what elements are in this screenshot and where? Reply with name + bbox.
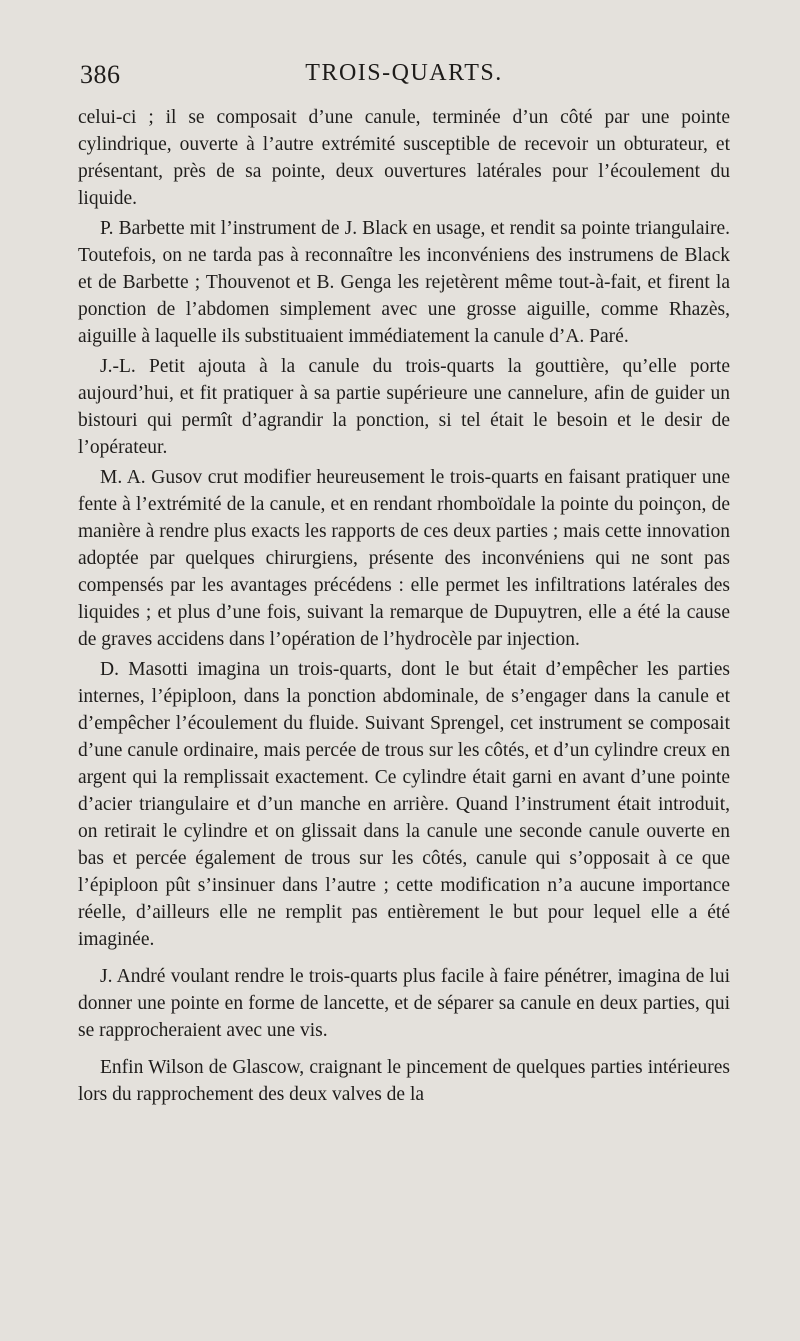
paragraph-petit: J.-L. Petit ajouta à la canule du trois-quarts la gouttière, qu’elle porte aujourd’hui, et fit pratiquer à sa partie supérieure une cannelure, afin de guider un bistouri qui permît d’agrandir la ponction, si tel était le besoin et le desir de l’opérateur.: [78, 356, 730, 458]
paragraph-wilson: Enfin Wilson de Glascow, craignant le pincement de quelques parties intérieures lors du rapprochement des deux valves de la: [78, 1057, 730, 1105]
paragraph-andre: J. André voulant rendre le trois-quarts plus facile à faire pénétrer, imagina de lui donner une pointe en forme de lancette, et de séparer sa canule en deux parties, qui se rapprocheraient avec une vis.: [78, 966, 730, 1041]
page-header: [78, 58, 730, 98]
paragraph-continued: celui-ci ; il se composait d’une canule, terminée d’un côté par une pointe cylindrique, ouverte à l’autre extrémité susceptible de recevoir un obturateur, et présentant, près de sa pointe, deux ouvertures latérales pour l’écoulement du liquide.: [78, 107, 730, 209]
page-number: 386: [80, 60, 121, 89]
paragraph-gusov: M. A. Gusov crut modifier heureusement le trois-quarts en faisant pratiquer une fente à l’extrémité de la canule, et en rendant rhomboïdale la pointe du poinçon, de manière à rendre plus exacts les rapports de ces deux parties ; mais cette innovation adoptée par quelques chirurgiens, présente des inconvéniens qui ne sont pas compensés par les avantages précédens : elle permet les infiltrations latérales des liquides ; et plus d’une fois, suivant la remarque de Dupuytren, elle a été la cause de graves accidens dans l’opération de l’hydrocèle par injection.: [78, 467, 730, 650]
paragraph-masotti: D. Masotti imagina un trois-quarts, dont le but était d’empêcher les parties internes, l’épiploon, dans la ponction abdominale, de s’engager dans la canule et d’empêcher l’écoulement du fluide. Suivant Sprengel, cet instrument se composait d’une canule ordinaire, mais percée de trous sur les côtés, et d’un cylindre creux en argent qui la remplissait exactement. Ce cylindre était garni en avant d’une pointe d’acier triangulaire et d’un manche en arrière. Quand l’instrument était introduit, on retirait le cylindre et on glissait dans la canule une seconde canule ouverte en bas et percée également de trous sur les côtés, canule qui s’opposait à ce que l’épiploon pût s’insinuer dans l’autre ; cette modification n’a aucune importance réelle, d’ailleurs elle ne remplit pas entièrement le but pour lequel elle a été imaginée.: [78, 659, 730, 950]
running-title: TROIS-QUARTS.: [305, 60, 503, 86]
paragraph-barbette: P. Barbette mit l’instrument de J. Black en usage, et rendit sa pointe triangulaire. Toutefois, on ne tarda pas à reconnaître les inconvéniens des instrumens de Black et de Barbette ; Thouvenot et B. Genga les rejetèrent même tout-à-fait, et firent la ponction de l’abdomen simplement avec une grosse aiguille, comme Rhazès, aiguille à laquelle ils substituaient immédiatement la canule d’A. Paré.: [78, 218, 730, 347]
body-text: [78, 104, 730, 1111]
